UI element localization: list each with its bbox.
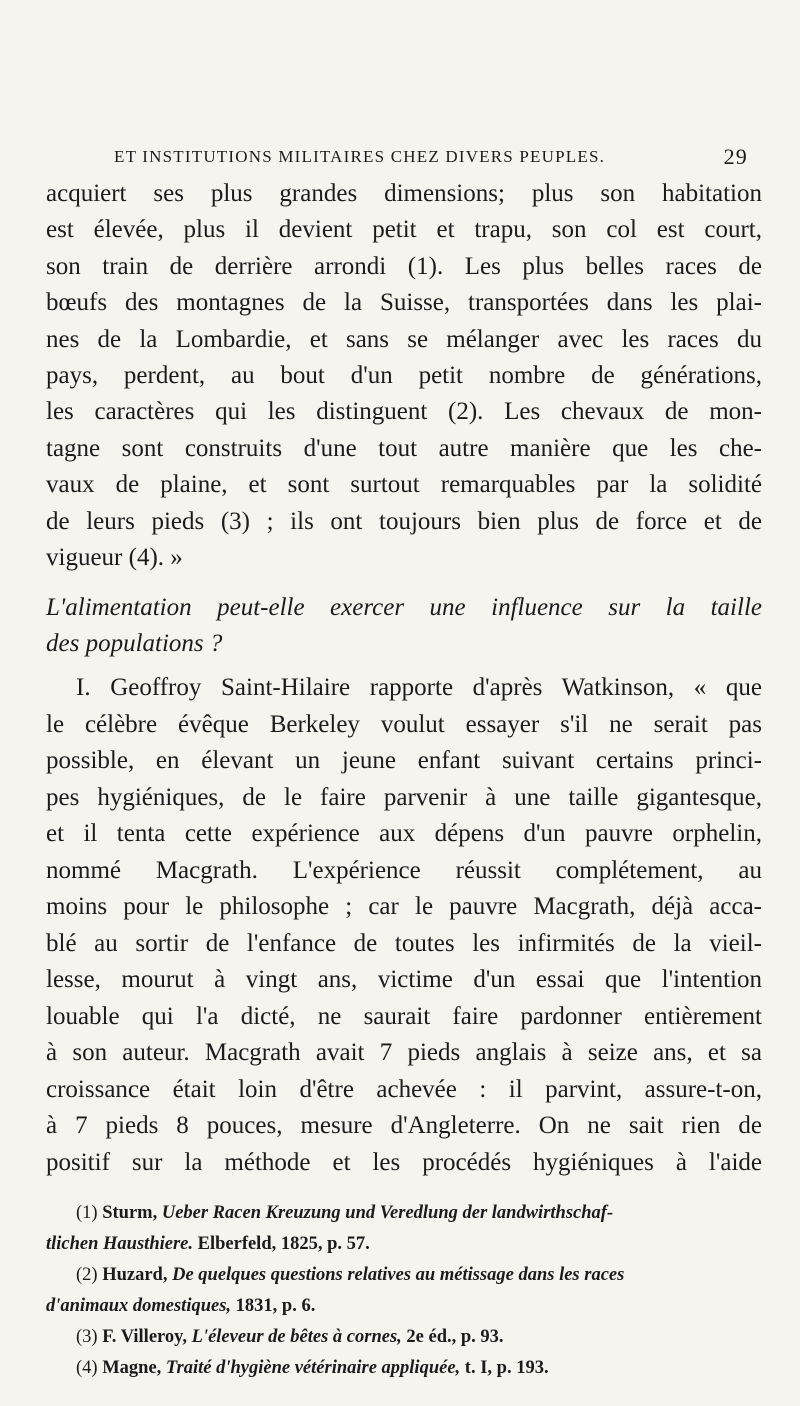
footnote-details: Elberfeld, 1825, p. 57. [197,1234,370,1254]
text-line: blé au sortir de l'enfance de toutes les infirmités de la vieil- [46,929,762,957]
footnote-2 [46,1260,764,1291]
text-line: et il tenta cette expérience aux dépens d'un pauvre orphelin, [46,820,762,847]
text-line: acquiert ses plus grandes dimensions; plus son habitation [46,180,762,207]
text-line: le célèbre évêque Berkeley voulut essayer s'il ne serait pas [46,710,762,738]
text-line: pays, perdent, au bout d'un petit nombre de générations, [46,362,762,390]
footnote-4 [46,1353,764,1384]
footnote-author: Magne, [102,1358,162,1378]
footnote-3 [46,1322,764,1353]
running-head [90,144,760,172]
question-line: des populations ? [46,630,223,658]
footnote-number: (3) [76,1327,98,1347]
page-number: 29 [723,144,748,169]
footnote-details: t. I, p. 193. [464,1358,549,1378]
section-question [46,590,762,663]
text-line: son train de derrière arrondi (1). Les plus belles races de [46,252,762,280]
footnote-number: (1) [76,1203,98,1223]
footnote-2-cont [46,1291,764,1322]
text-line: à son auteur. Macgrath avait 7 pieds anglais à seize ans, et sa [46,1039,762,1066]
text-line: nes de la Lombardie, et sans se mélanger avec les races du [46,325,762,353]
footnote-title: d'animaux domestiques, [46,1296,232,1316]
text-line: vigueur (4). » [46,544,183,572]
text-line: vaux de plaine, et sont surtout remarquables par la solidité [46,471,762,499]
footnote-1 [46,1198,764,1229]
text-line: I. Geoffroy Saint-Hilaire rapporte d'après Watkinson, « que [76,674,762,701]
footnote-title: Traité d'hygiène vétérinaire appliquée, [165,1358,461,1378]
footnote-1-cont [46,1229,764,1260]
footnotes [46,1198,764,1384]
text-line: nommé Macgrath. L'expérience réussit complétement, au [46,856,762,884]
text-line: moins pour le philosophe ; car le pauvre Macgrath, déjà acca- [46,893,762,920]
footnote-author: F. Villeroy, [102,1327,188,1347]
footnote-details: 2e éd., p. 93. [406,1327,504,1347]
text-line: possible, en élevant un jeune enfant suivant certains princi- [46,747,762,774]
footnote-number: (2) [76,1265,98,1285]
question-line: L'alimentation peut-elle exercer une influence sur la taille [46,594,762,621]
text-line: tagne sont construits d'une tout autre manière que les che- [46,434,762,462]
footnote-number: (4) [76,1358,98,1378]
paragraph-2 [46,670,762,1181]
text-line: lesse, mourut à vingt ans, victime d'un essai que l'intention [46,966,762,993]
text-line: est élevée, plus il devient petit et trapu, son col est court, [46,216,762,244]
text-line: bœufs des montagnes de la Suisse, transportées dans les plai- [46,289,762,317]
footnote-author: Sturm, [102,1203,158,1223]
text-line: louable qui l'a dicté, ne saurait faire pardonner entièrement [46,1002,762,1030]
footnote-title: De quelques questions relatives au métissage dans les races [172,1265,625,1285]
text-line: à 7 pieds 8 pouces, mesure d'Angleterre. On ne sait rien de [46,1112,762,1139]
running-head-title: ET INSTITUTIONS MILITAIRES CHEZ DIVERS PEUPLES. [114,147,606,166]
footnote-title: L'éleveur de bêtes à cornes, [191,1327,402,1347]
text-line: croissance était loin d'être achevée : il parvint, assure-t-on, [46,1075,762,1103]
text-line: les caractères qui les distinguent (2). Les chevaux de mon- [46,398,762,426]
footnote-title: Ueber Racen Kreuzung und Veredlung der landwirthschaf- [161,1203,614,1223]
footnote-title: tlichen Hausthiere. [46,1234,193,1254]
text-line: pes hygiéniques, de le faire parvenir à une taille gigantesque, [46,783,762,811]
footnote-details: 1831, p. 6. [235,1296,316,1316]
paragraph-1 [46,176,762,576]
footnote-author: Huzard, [102,1265,168,1285]
text-line: positif sur la méthode et les procédés hygiéniques à l'aide [46,1148,762,1176]
text-line: de leurs pieds (3) ; ils ont toujours bien plus de force et de [46,507,762,535]
